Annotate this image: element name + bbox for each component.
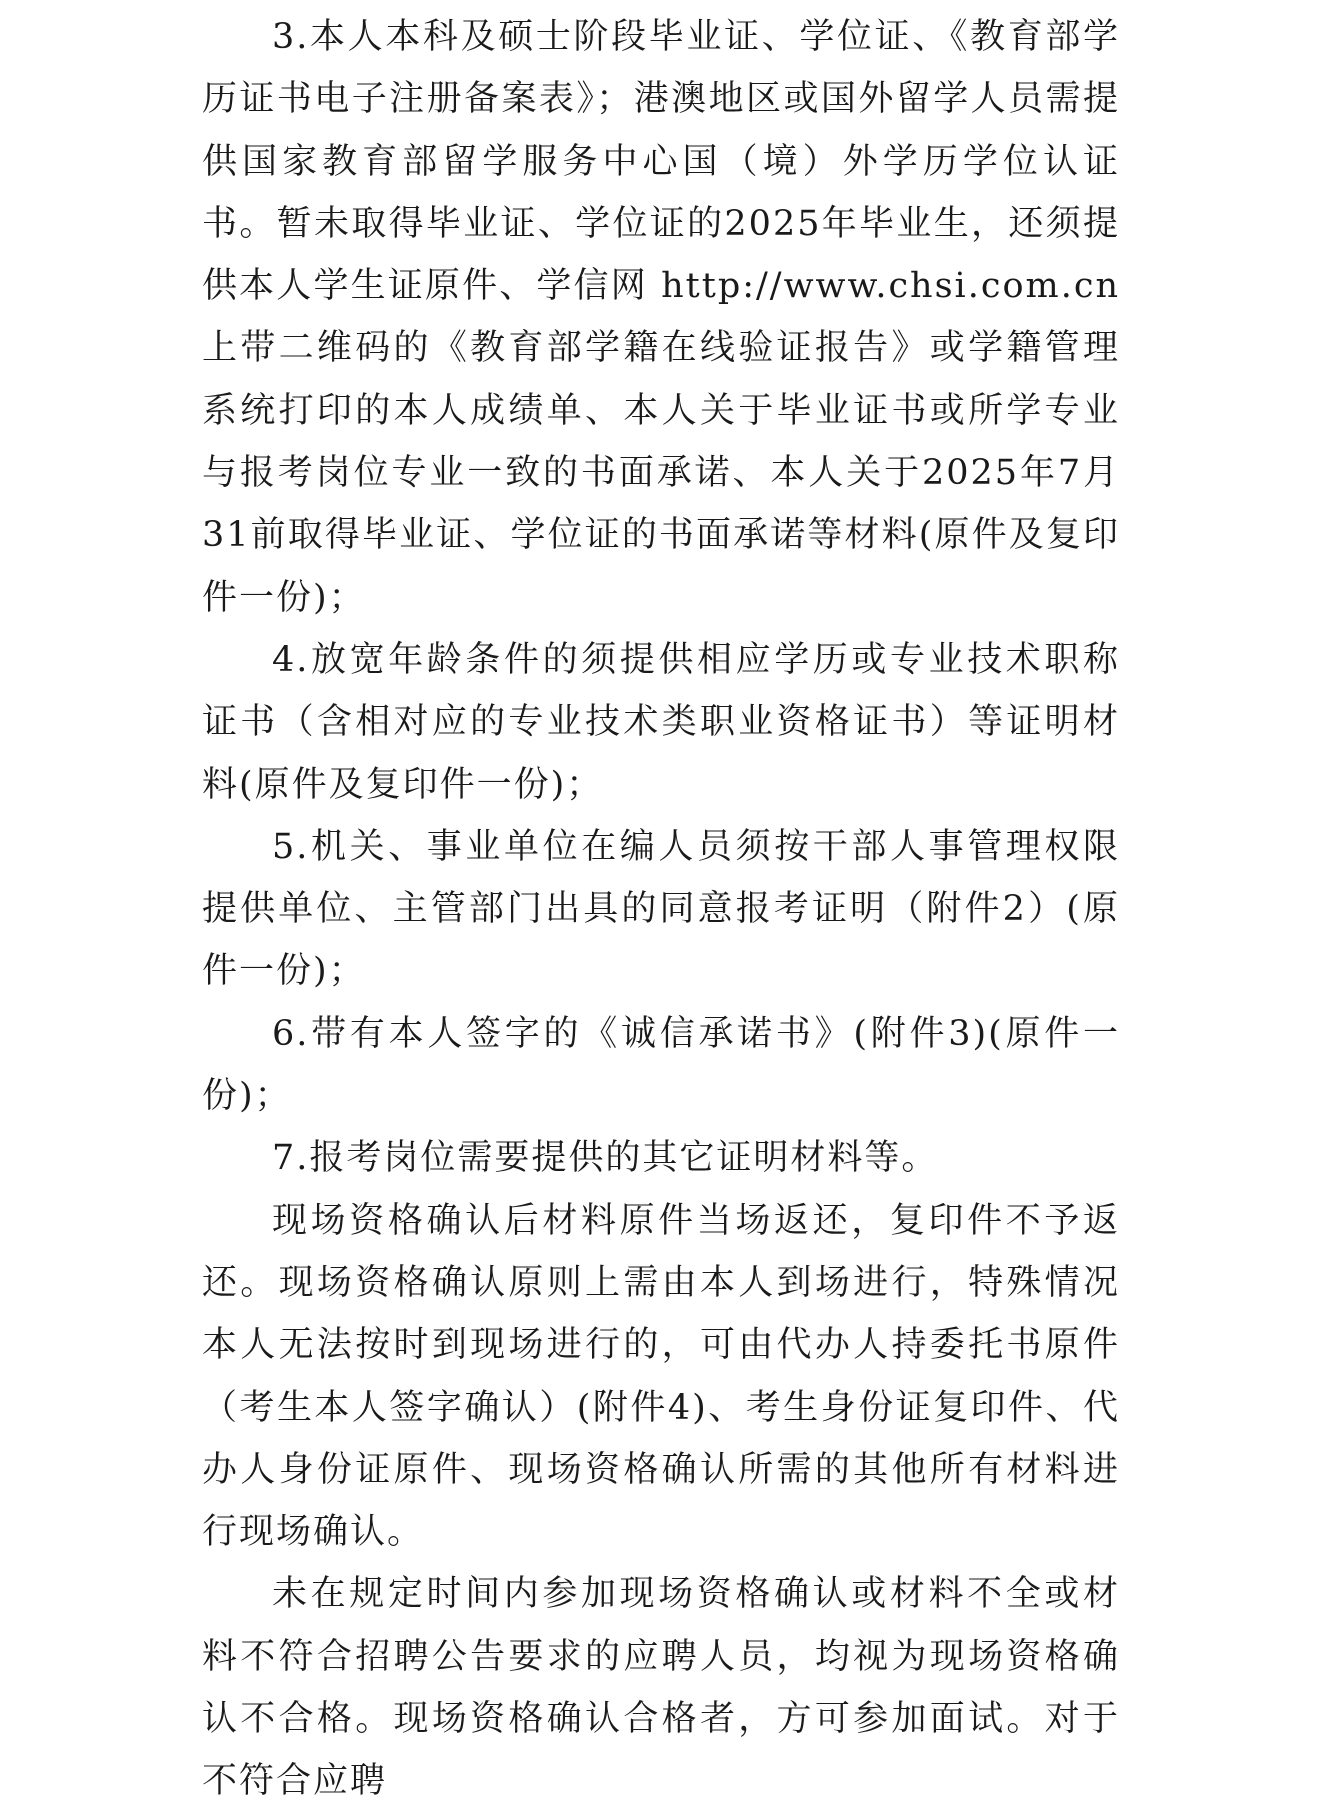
paragraph-item-7-other-materials: 7.报考岗位需要提供的其它证明材料等。 — [272, 1138, 939, 1179]
paragraph-item-5-employer-consent: 5.机关、事业单位在编人员须按干部人事管理权限提供单位、主管部门出具的同意报考证明（附件2）(原件一份)； — [202, 826, 1120, 992]
paragraph-item-3-materials: 3.本人本科及硕士阶段毕业证、学位证、《教育部学历证书电子注册备案表》；港澳地区或国外留学人员需提供国家教育部留学服务中心国（境）外学历学位认证书。暂未取得毕业证、学位证的2025年毕业生，还须提供本人学生证原件、学信网 http://www.chsi.com.cn 上带二维码的《教育部学籍在线验证报告》或学籍管理系统打印的本人成绩单、本人关于毕业证书或所学专业与报考岗位专业一致的书面承诺、本人关于2025年7月31前取得毕业证、学位证的书面承诺等材料(原件及复印件一份)； — [202, 17, 1120, 618]
paragraph-onsite-confirmation: 现场资格确认后材料原件当场返还，复印件不予返还。现场资格确认原则上需由本人到场进行，特殊情况本人无法按时到现场进行的，可由代办人持委托书原件（考生本人签字确认）(附件4)、考生身份证复印件、代办人身份证原件、现场资格确认所需的其他所有材料进行现场确认。 — [202, 1200, 1120, 1553]
paragraph-item-6-integrity-pledge: 6.带有本人签字的《诚信承诺书》(附件3)(原件一份)； — [202, 1013, 1120, 1117]
document-body — [202, 6, 1120, 1813]
paragraph-item-4-age-exemption: 4.放宽年龄条件的须提供相应学历或专业技术职称证书（含相对应的专业技术类职业资格证书）等证明材料(原件及复印件一份)； — [202, 639, 1120, 805]
paragraph-disqualification: 未在规定时间内参加现场资格确认或材料不全或材料不符合招聘公告要求的应聘人员，均视为现场资格确认不合格。现场资格确认合格者，方可参加面试。对于不符合应聘 — [202, 1574, 1120, 1802]
